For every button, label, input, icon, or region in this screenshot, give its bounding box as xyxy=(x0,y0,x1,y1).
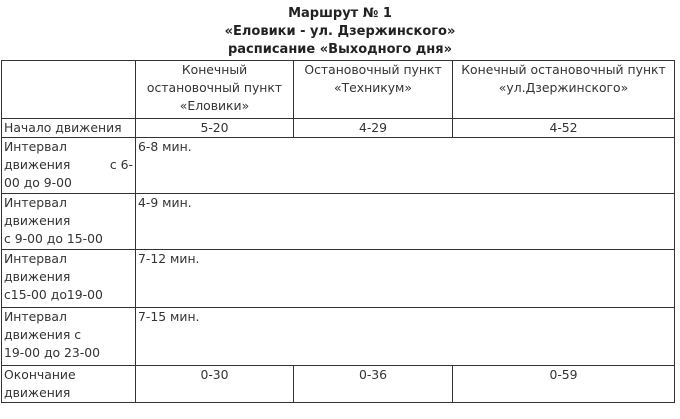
interval-value-2: 4-9 мин. xyxy=(136,194,675,250)
schedule-table xyxy=(1,60,675,403)
interval-label-1-line-3: с 6- xyxy=(109,157,133,172)
interval-label-2-line-3: с 9-00 до 15-00 xyxy=(4,231,103,246)
start-value-tekhnikum: 4-29 xyxy=(294,119,453,138)
header-stop-tekhnikum: Остановочный пункт «Техникум» xyxy=(294,61,453,119)
start-label: Начало движения xyxy=(2,119,136,138)
interval-label-3-line-1: Интервал xyxy=(4,251,67,266)
start-value-eloviki: 5-20 xyxy=(136,119,294,138)
end-label-line-1: Окончание xyxy=(4,367,76,382)
interval-label-1-line-1: Интервал xyxy=(4,139,67,154)
interval-label-1-line-2: движения xyxy=(4,157,71,172)
interval-label-3-line-3: с15-00 до19-00 xyxy=(4,287,103,302)
route-name: «Еловики - ул. Дзержинского» xyxy=(224,24,456,39)
interval-label-4 xyxy=(2,308,136,366)
header-stop-dzerzhinskogo: Конечный остановочный пункт «ул.Дзержинского» xyxy=(453,61,675,119)
end-value-eloviki: 0-30 xyxy=(136,366,294,403)
interval-row-3 xyxy=(2,250,675,308)
schedule-type: расписание «Выходного дня» xyxy=(227,42,453,57)
interval-row-4 xyxy=(2,308,675,366)
end-value-tekhnikum: 0-36 xyxy=(294,366,453,403)
header-row xyxy=(2,61,675,119)
interval-value-3: 7-12 мин. xyxy=(136,250,675,308)
schedule-title xyxy=(0,5,680,59)
end-label xyxy=(2,366,136,403)
interval-label-2-line-1: Интервал xyxy=(4,195,67,210)
interval-value-4: 7-15 мин. xyxy=(136,308,675,366)
interval-label-4-line-2: движения с xyxy=(4,327,82,342)
interval-label-1 xyxy=(2,138,136,194)
interval-label-4-line-3: 19-00 до 23-00 xyxy=(4,345,101,360)
start-row xyxy=(2,119,675,138)
start-value-dzerzhinskogo: 4-52 xyxy=(453,119,675,138)
interval-value-1: 6-8 мин. xyxy=(136,138,675,194)
route-number: Маршрут № 1 xyxy=(288,6,392,21)
interval-label-3-line-2: движения xyxy=(4,269,71,284)
interval-label-4-line-1: Интервал xyxy=(4,309,67,324)
interval-label-2-line-2: движения xyxy=(4,213,71,228)
interval-label-2 xyxy=(2,194,136,250)
end-row xyxy=(2,366,675,403)
header-stop-eloviki: Конечный остановочный пункт «Еловики» xyxy=(136,61,294,119)
end-value-dzerzhinskogo: 0-59 xyxy=(453,366,675,403)
interval-row-2 xyxy=(2,194,675,250)
interval-row-1 xyxy=(2,138,675,194)
interval-label-1-line-4: 00 до 9-00 xyxy=(4,175,72,190)
interval-label-3 xyxy=(2,250,136,308)
header-empty xyxy=(2,61,136,119)
end-label-line-2: движения xyxy=(4,385,71,400)
